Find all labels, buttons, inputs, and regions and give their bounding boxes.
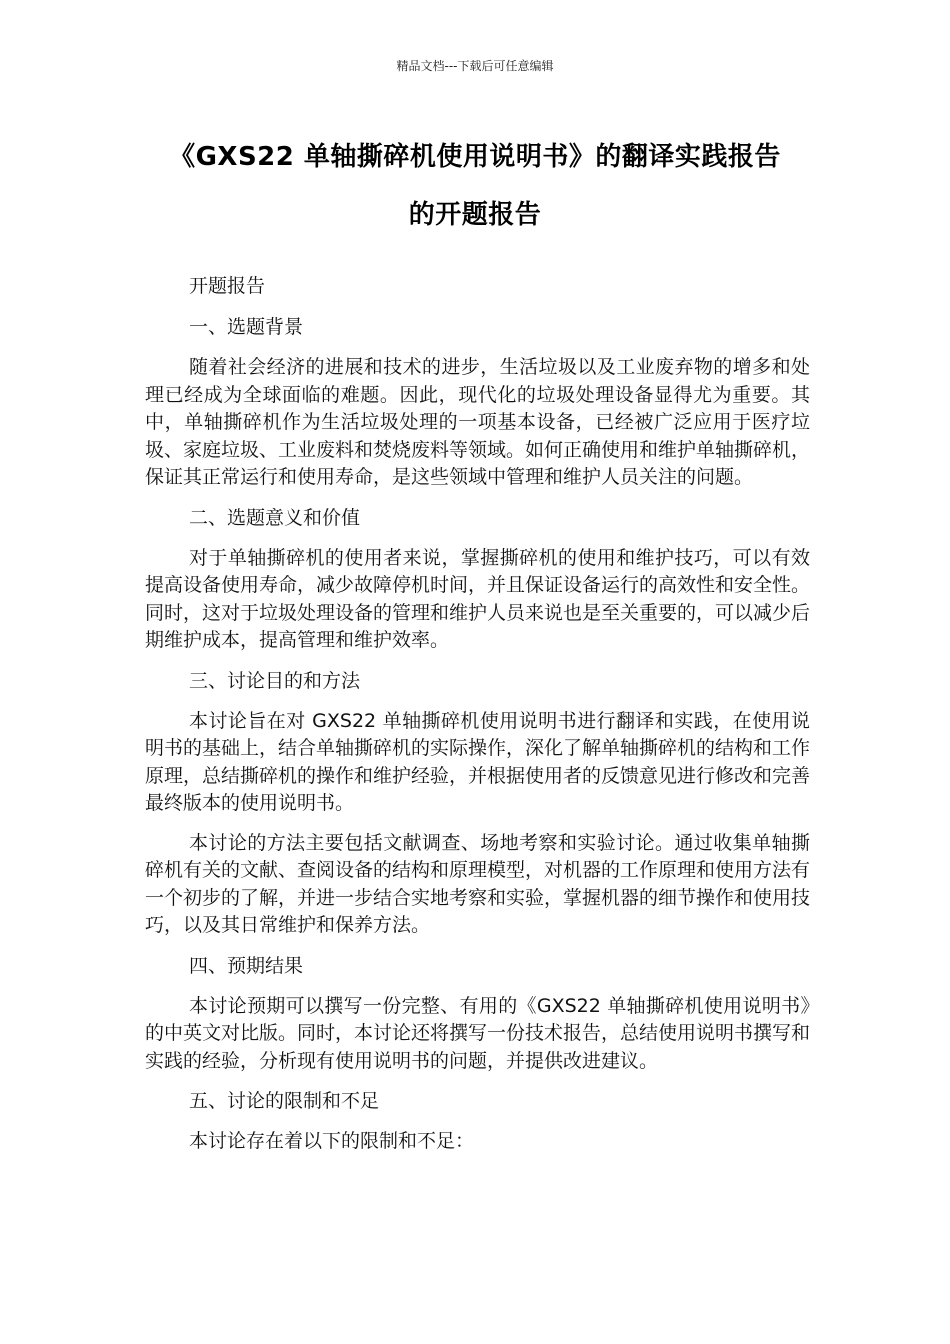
section-paragraph-limitations: 本讨论存在着以下的限制和不足： [189, 1130, 475, 1152]
section-paragraph-purpose: 本讨论旨在对 GXS22 单轴撕碎机使用说明书进行翻译和实践，在使用说明书的基础上，结合单轴撕碎机的实际操作，深化了解单轴撕碎机的结构和工作原理，总结撕碎机的操作和维护经验，并根据使用者的反馈意见进行修改和完善最终版本的使用说明书。 [145, 709, 811, 814]
document-body [145, 272, 810, 1168]
report-label: 开题报告 [189, 275, 266, 297]
document-title-line-1: 《GXS22 单轴撕碎机使用说明书》的翻译实践报告 [169, 142, 781, 172]
section-heading-purpose-method: 三、讨论目的和方法 [189, 669, 361, 692]
document-title-line-2: 的开题报告 [408, 200, 542, 230]
section-heading-limitations: 五、讨论的限制和不足 [189, 1090, 380, 1112]
page-header-note: 精品文档---下载后可任意编辑 [396, 59, 554, 73]
section-paragraph-significance: 对于单轴撕碎机的使用者来说，掌握撕碎机的使用和维护技巧，可以有效提高设备使用寿命，减少故障停机时间，并且保证设备运行的高效性和安全性。同时，这对于垃圾处理设备的管理和维护人员来说也是至关重要的，可以减少后期维护成本，提高管理和维护效率。 [145, 546, 811, 651]
section-paragraph-background: 随着社会经济的进展和技术的进步，生活垃圾以及工业废弃物的增多和处理已经成为全球面临的难题。因此，现代化的垃圾处理设备显得尤为重要。其中，单轴撕碎机作为生活垃圾处理的一项基本设备，已经被广泛应用于医疗垃圾、家庭垃圾、工业废料和焚烧废料等领域。如何正确使用和维护单轴撕碎机，保证其正常运行和使用寿命，是这些领域中管理和维护人员关注的问题。 [145, 356, 811, 488]
section-paragraph-method: 本讨论的方法主要包括文献调查、场地考察和实验讨论。通过收集单轴撕碎机有关的文献、查阅设备的结构和原理模型，对机器的工作原理和使用方法有一个初步的了解，并进一步结合实地考察和实验，掌握机器的细节操作和使用技巧，以及其日常维护和保养方法。 [145, 831, 811, 936]
section-paragraph-expected-results: 本讨论预期可以撰写一份完整、有用的《GXS22 单轴撕碎机使用说明书》的中英文对比版。同时，本讨论还将撰写一份技术报告，总结使用说明书撰写和实践的经验，分析现有使用说明书的问题，并提供改进建议。 [145, 994, 811, 1072]
section-heading-expected-results: 四、预期结果 [189, 954, 304, 977]
section-heading-significance: 二、选题意义和价值 [189, 506, 361, 529]
section-heading-background: 一、选题背景 [189, 316, 304, 338]
